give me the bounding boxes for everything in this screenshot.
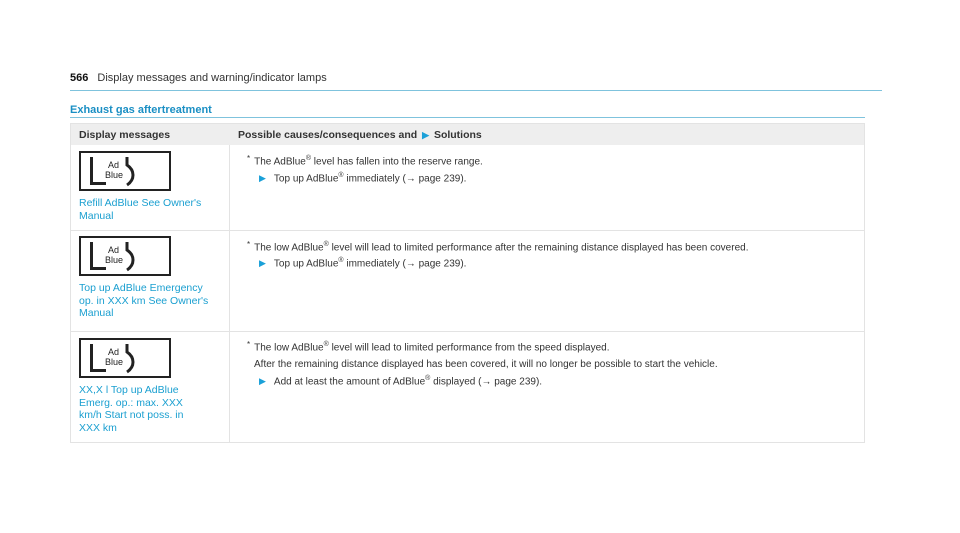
page-header-title: Display messages and warning/indicator lamps	[97, 72, 327, 84]
registered-mark: ®	[338, 172, 344, 179]
message-line: Emerg. op.: max. XXX	[79, 396, 183, 409]
solution-text	[259, 257, 466, 269]
page-ref-arrow-icon: →	[481, 376, 492, 388]
cause-text-b: level will lead to limited performance after the remaining distance displayed has been covered.	[328, 242, 749, 254]
page-number: 566	[70, 72, 89, 84]
solution-arrow-icon: ▶	[259, 376, 266, 387]
icon-text-ad: Ad	[108, 160, 120, 170]
row-divider	[71, 230, 864, 231]
message-line: Top up AdBlue Emergency	[79, 282, 203, 294]
solution-arrow-icon: ▶	[422, 130, 430, 140]
cause-text	[247, 152, 483, 168]
icon-text-ad: Ad	[108, 245, 120, 255]
message-line: op. in XXX km See Owner's	[79, 294, 209, 307]
display-message	[79, 282, 229, 320]
star-marker: *	[247, 340, 251, 349]
row-divider	[71, 331, 864, 332]
star-marker: *	[247, 154, 251, 163]
header-rule	[70, 90, 882, 91]
solution-text-a: Top up AdBlue	[273, 173, 339, 185]
registered-mark: ®	[305, 155, 312, 162]
solution-text-b: displayed (	[430, 376, 482, 388]
page-reference-link[interactable]: page 239).	[415, 258, 467, 270]
cause-text-b: level has fallen into the reserve range.	[311, 156, 483, 168]
section-rule	[70, 117, 865, 118]
cause-text-a: The low AdBlue	[254, 342, 324, 354]
solution-text	[259, 375, 542, 387]
page-header	[70, 72, 327, 84]
column-header-causes-text: Possible causes/consequences and	[238, 129, 418, 141]
registered-mark: ®	[338, 257, 344, 264]
message-line: XX,X l Top up AdBlue	[79, 384, 179, 396]
cause-text-a: The AdBlue	[254, 156, 306, 168]
page-reference-link[interactable]: page 239).	[491, 376, 543, 388]
page-reference-link[interactable]: page 239).	[415, 173, 467, 185]
adblue-icon	[79, 338, 171, 378]
cause-line	[247, 338, 718, 354]
registered-mark: ®	[323, 341, 329, 348]
display-message	[79, 384, 229, 434]
column-divider	[229, 145, 230, 442]
cause-text-b: level will lead to limited performance from the speed displayed.	[328, 342, 610, 354]
solution-text-a: Add at least the amount of AdBlue	[273, 376, 426, 388]
adblue-icon	[79, 151, 171, 191]
registered-mark: ®	[323, 241, 329, 248]
page-ref-arrow-icon: →	[405, 173, 416, 185]
solution-text-b: immediately (	[343, 173, 406, 185]
message-line: XXX km	[79, 421, 117, 434]
cause-text	[247, 338, 718, 371]
message-line: km/h Start not poss. in	[79, 409, 184, 421]
cause-text-a: The low AdBlue	[254, 242, 324, 254]
column-header-display-messages: Display messages	[79, 129, 171, 141]
solution-arrow-icon: ▶	[259, 258, 266, 269]
table-header	[71, 124, 864, 145]
column-header-solutions-text: Solutions	[433, 129, 482, 141]
solution-text-b: immediately (	[343, 258, 406, 270]
adblue-icon	[79, 236, 171, 276]
solution-arrow-icon: ▶	[259, 173, 266, 184]
display-message	[79, 197, 229, 222]
display-messages-table	[70, 123, 865, 443]
icon-text-ad: Ad	[108, 347, 120, 357]
message-line: Refill AdBlue See Owner's	[79, 197, 202, 209]
icon-text-blue: Blue	[105, 255, 124, 265]
solution-text-a: Top up AdBlue	[273, 258, 339, 270]
section-title: Exhaust gas aftertreatment	[70, 104, 212, 116]
registered-mark: ®	[425, 375, 431, 382]
message-line: Manual	[79, 209, 114, 222]
icon-text-blue: Blue	[105, 357, 124, 367]
star-marker: *	[247, 240, 251, 249]
cause-text	[247, 238, 748, 254]
page-ref-arrow-icon: →	[405, 258, 416, 270]
cause-line: After the remaining distance displayed has been covered, it will no longer be possible to start the vehicle.	[254, 359, 718, 371]
icon-text-blue: Blue	[105, 170, 124, 180]
message-line: Manual	[79, 307, 114, 319]
solution-text	[259, 172, 466, 184]
column-header-causes-solutions	[238, 129, 482, 141]
